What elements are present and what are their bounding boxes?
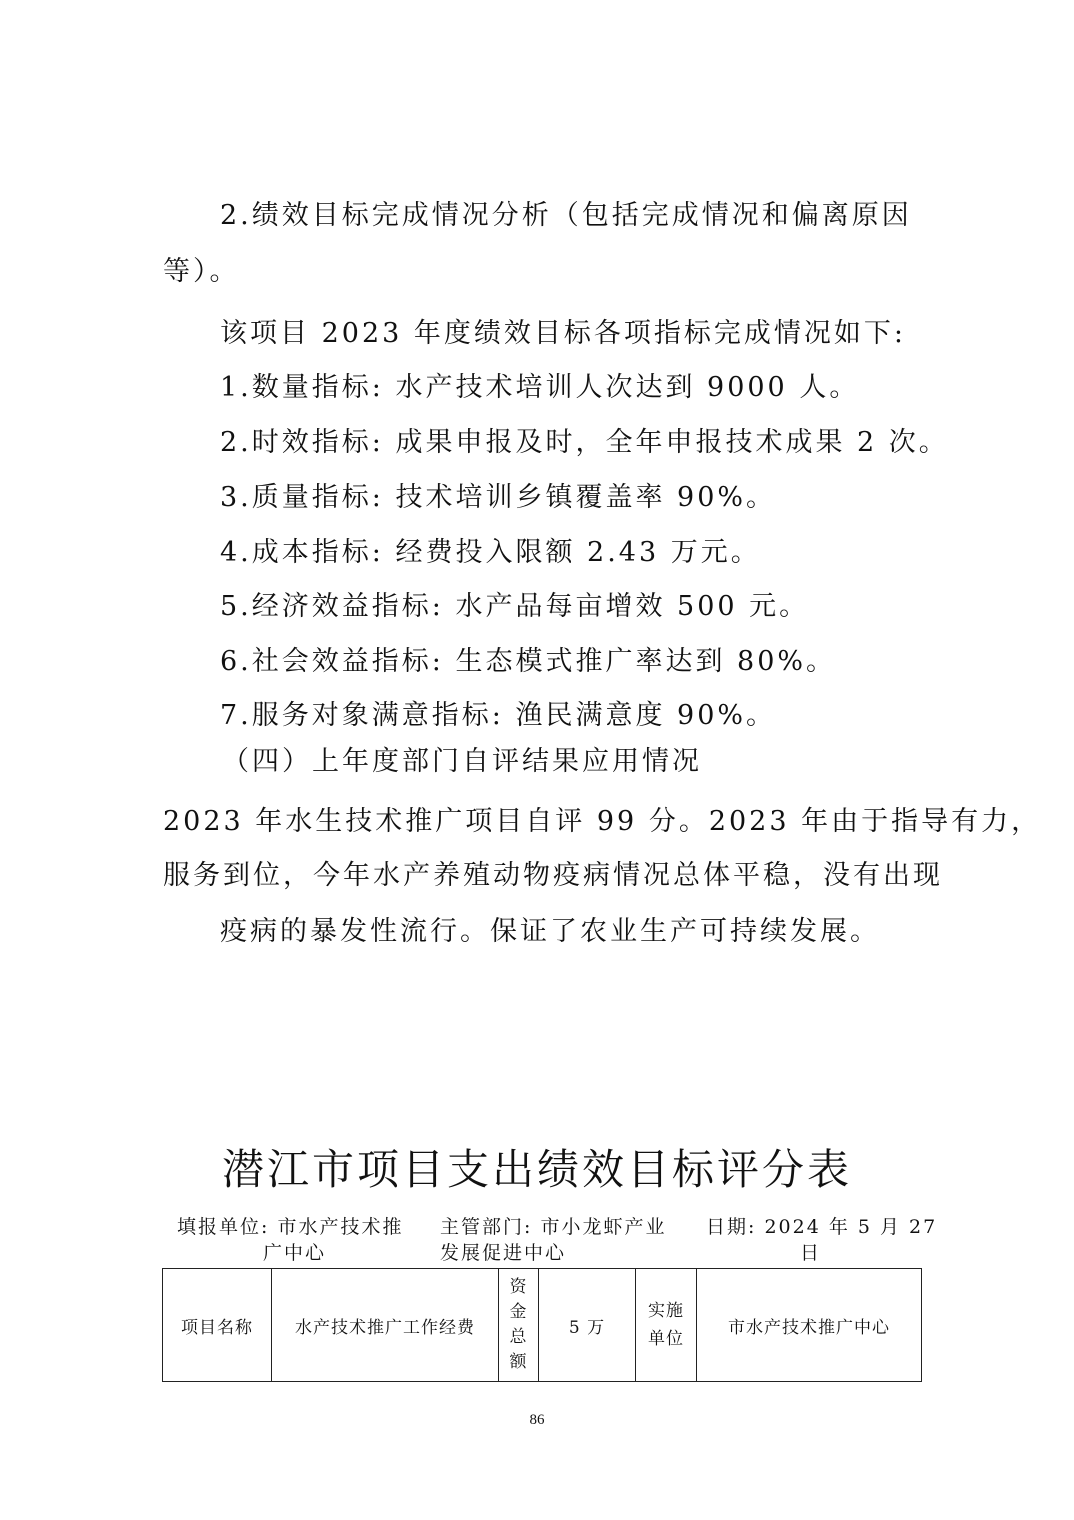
dept-cont: 发展促进中心 [440,1242,567,1264]
score-table [162,1268,922,1382]
indicator-social: 6.社会效益指标: 生态模式推广率达到 80%。 [220,646,837,677]
indicator-satisfaction: 7.服务对象满意指标: 渔民满意度 90%。 [220,700,777,731]
fund-total: 5 万 [539,1269,636,1382]
paragraph-line: 2023 年水生技术推广项目自评 99 分。2023 年由于指导有力， [163,806,1042,837]
fund-total-label [499,1269,539,1382]
section-heading-self-evaluation: （四）上年度部门自评结果应用情况 [222,746,702,777]
heading-performance-analysis: 2.绩效目标完成情况分析（包括完成情况和偏离原因 [220,200,912,231]
supervising-dept [440,1214,666,1266]
indicator-quality: 3.质量指标: 技术培训乡镇覆盖率 90%。 [220,482,777,513]
fill-unit-label: 填报单位: 市水产技术推 [177,1216,404,1238]
impl-unit: 市水产技术推广中心 [697,1269,922,1382]
form-title: 潜江市项目支出绩效目标评分表 [221,1145,852,1194]
paragraph-line: 服务到位，今年水产养殖动物疫病情况总体平稳，没有出现 [163,860,943,891]
date-label: 日期: 2024 年 5 月 27 [706,1216,938,1238]
project-name-label: 项目名称 [163,1269,272,1382]
form-date [706,1214,937,1266]
impl-unit-label [636,1269,697,1382]
fund-total-label-char: 金 [509,1302,528,1322]
page-number: 86 [529,1412,545,1428]
paragraph-line: 疫病的暴发性流行。保证了农业生产可持续发展。 [220,916,880,947]
date-cont: 日 [800,1242,822,1264]
table-row [163,1269,922,1382]
indicator-cost: 4.成本指标: 经费投入限额 2.43 万元。 [220,537,761,568]
indicator-timeliness: 2.时效指标: 成果申报及时，全年申报技术成果 2 次。 [220,427,949,458]
fund-total-label-char: 总 [509,1327,528,1347]
heading-performance-analysis-cont: 等）。 [163,256,240,287]
project-name: 水产技术推广工作经费 [272,1269,499,1382]
indicator-economic: 5.经济效益指标: 水产品每亩增效 500 元。 [220,591,810,622]
dept-label: 主管部门: 市小龙虾产业 [440,1216,667,1238]
indicators-intro: 该项目 2023 年度绩效目标各项指标完成情况如下: [220,318,906,349]
impl-unit-label-line: 实施 [648,1301,684,1321]
indicator-quantity: 1.数量指标: 水产技术培训人次达到 9000 人。 [220,372,860,403]
fill-unit [177,1214,403,1266]
fund-total-label-char: 资 [509,1277,528,1297]
impl-unit-label-line: 单位 [648,1329,684,1349]
fill-unit-cont: 广中心 [263,1242,327,1264]
fund-total-label-char: 额 [509,1352,528,1372]
